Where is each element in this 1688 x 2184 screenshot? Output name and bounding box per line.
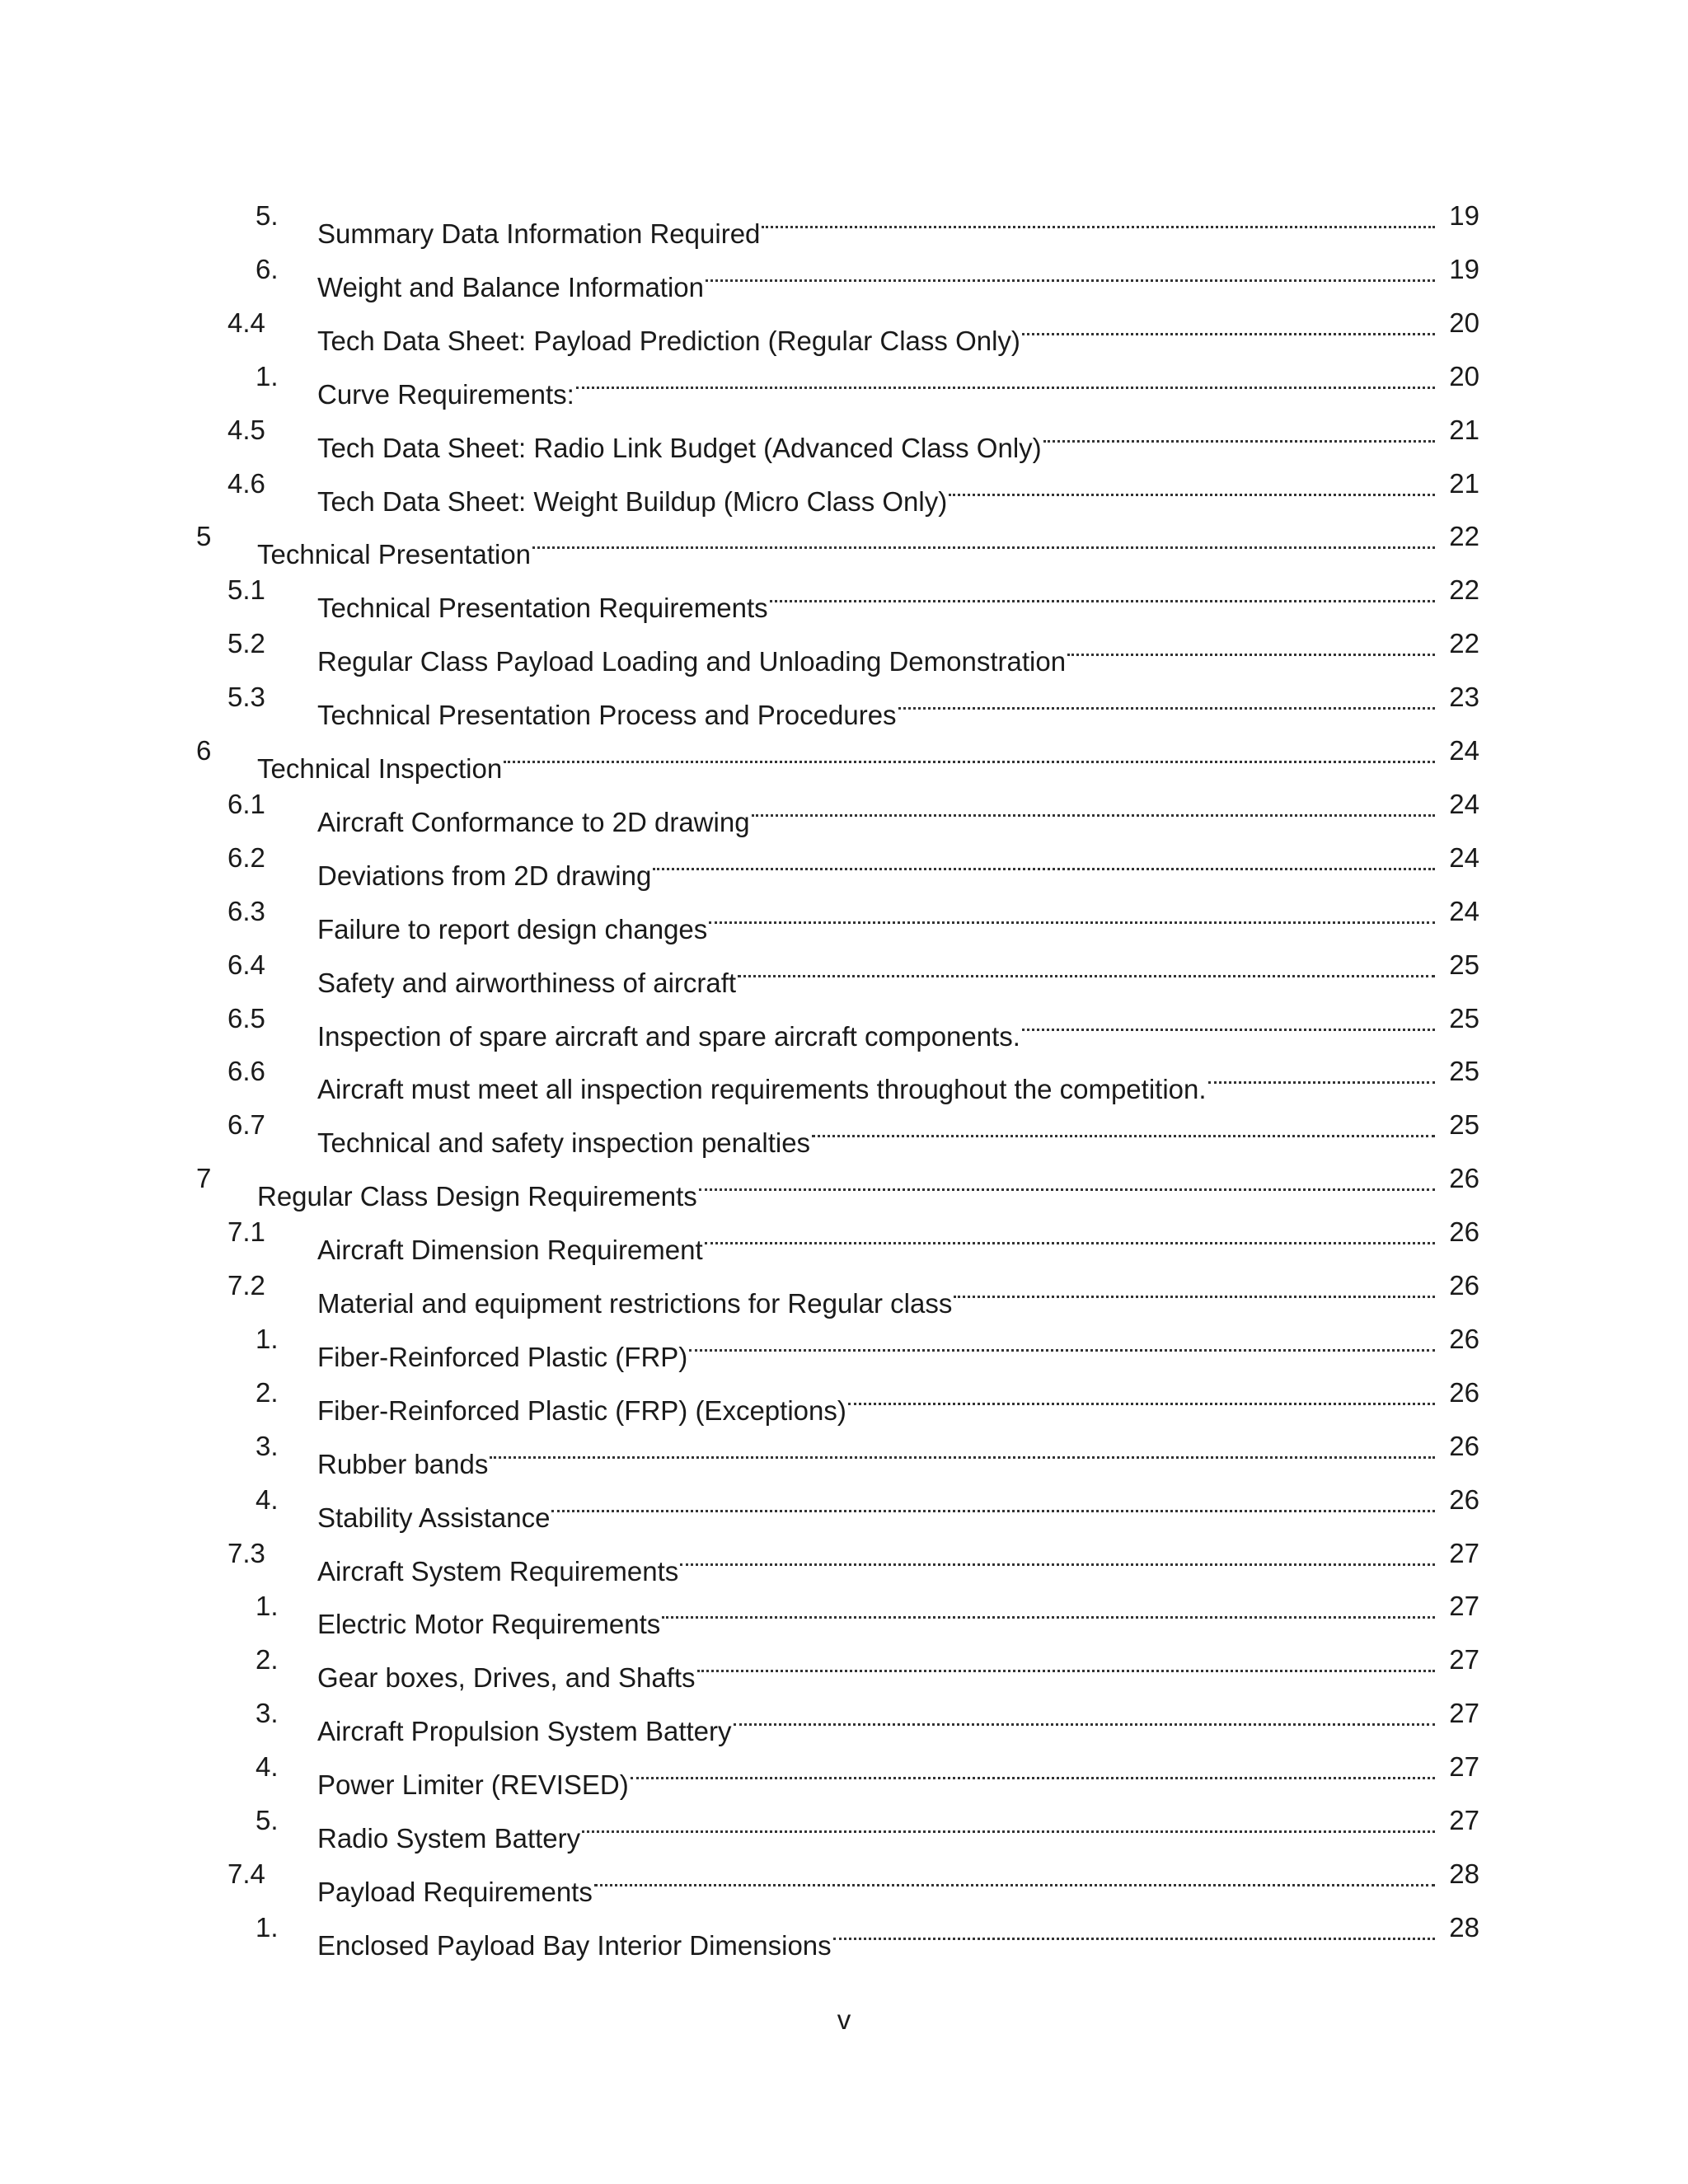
- toc-entry-title: Safety and airworthiness of aircraft: [317, 968, 737, 998]
- toc-entry-page-number: 22: [1449, 628, 1479, 658]
- toc-entry[interactable]: [0, 1044, 1688, 1104]
- toc-dot-leader: [949, 457, 1435, 511]
- toc-entry-page-number: 20: [1449, 307, 1479, 338]
- toc-dot-leader: [954, 1258, 1435, 1313]
- toc-entry[interactable]: [0, 1740, 1688, 1800]
- toc-entry-page-number: 27: [1449, 1538, 1479, 1568]
- toc-entry-number: 2.: [256, 1644, 279, 1675]
- toc-entry[interactable]: [0, 1847, 1688, 1907]
- toc-dot-leader: [734, 1686, 1435, 1741]
- toc-entry-title: Aircraft Propulsion System Battery: [317, 1716, 732, 1746]
- toc-entry-number: 7.2: [227, 1270, 265, 1301]
- toc-entry-title: Inspection of spare aircraft and spare aircraft components.: [317, 1021, 1020, 1052]
- toc-entry[interactable]: [0, 1205, 1688, 1265]
- toc-entry[interactable]: [0, 242, 1688, 302]
- toc-entry-page-number: 26: [1449, 1270, 1479, 1301]
- toc-entry-title: Technical Presentation: [257, 539, 532, 569]
- toc-dot-leader: [833, 1900, 1435, 1955]
- toc-entry-page-number: 25: [1449, 1056, 1479, 1086]
- toc-entry-page-number: 26: [1449, 1377, 1479, 1408]
- toc-entry-number: 7: [196, 1163, 212, 1193]
- toc-entry-title: Tech Data Sheet: Radio Link Budget (Advanced Class Only): [317, 433, 1042, 463]
- toc-entry-number: 3.: [256, 1698, 279, 1728]
- toc-entry-page-number: 27: [1449, 1591, 1479, 1621]
- toc-entry-title: Aircraft Dimension Requirement: [317, 1235, 703, 1265]
- toc-entry-page-number: 25: [1449, 949, 1479, 980]
- toc-entry-title: Electric Motor Requirements: [317, 1609, 661, 1639]
- toc-dot-leader: [709, 884, 1435, 939]
- toc-dot-leader: [582, 1793, 1435, 1848]
- toc-entry[interactable]: [0, 1473, 1688, 1533]
- toc-entry-number: 6.: [256, 254, 279, 284]
- toc-dot-leader: [752, 777, 1435, 832]
- toc-entry-page-number: 28: [1449, 1858, 1479, 1889]
- toc-entry-title: Radio System Battery: [317, 1823, 581, 1854]
- toc-entry-number: 7.1: [227, 1216, 265, 1247]
- toc-entry-title: Gear boxes, Drives, and Shafts: [317, 1662, 696, 1693]
- toc-entry[interactable]: [0, 1312, 1688, 1372]
- toc-entry[interactable]: [0, 724, 1688, 784]
- toc-entry-number: 6.6: [227, 1056, 265, 1086]
- toc-entry-number: 4.6: [227, 468, 265, 499]
- toc-entry-page-number: 19: [1449, 200, 1479, 231]
- toc-entry[interactable]: [0, 1098, 1688, 1158]
- toc-entry-number: 4.4: [227, 307, 265, 338]
- toc-dot-leader: [738, 938, 1435, 992]
- toc-entry-number: 1.: [256, 1912, 279, 1943]
- toc-entry[interactable]: [0, 884, 1688, 944]
- toc-entry[interactable]: [0, 457, 1688, 517]
- toc-entry[interactable]: [0, 1258, 1688, 1319]
- toc-dot-leader: [1208, 1044, 1435, 1099]
- toc-dot-leader: [848, 1366, 1435, 1420]
- toc-entry[interactable]: [0, 563, 1688, 623]
- toc-entry-page-number: 24: [1449, 842, 1479, 873]
- toc-entry[interactable]: [0, 1793, 1688, 1854]
- toc-entry-number: 3.: [256, 1431, 279, 1461]
- toc-dot-leader: [812, 1098, 1435, 1152]
- toc-entry-title: Power Limiter (REVISED): [317, 1769, 629, 1800]
- toc-entry-number: 6.2: [227, 842, 265, 873]
- toc-entry-title: Curve Requirements:: [317, 379, 574, 410]
- toc-entry-page-number: 24: [1449, 896, 1479, 926]
- page-number: v: [837, 2004, 851, 2035]
- toc-entry-title: Tech Data Sheet: Weight Buildup (Micro Class Only): [317, 486, 948, 517]
- toc-entry-title: Payload Requirements: [317, 1877, 593, 1907]
- toc-entry-page-number: 22: [1449, 521, 1479, 551]
- toc-entry-page-number: 27: [1449, 1644, 1479, 1675]
- toc-entry-page-number: 26: [1449, 1163, 1479, 1193]
- toc-entry-title: Summary Data Information Required: [317, 218, 761, 249]
- toc-entry-title: Deviations from 2D drawing: [317, 860, 652, 891]
- toc-entry-number: 5.3: [227, 682, 265, 712]
- toc-dot-leader: [898, 670, 1435, 724]
- toc-dot-leader: [1022, 296, 1435, 350]
- toc-entry-title: Fiber-Reinforced Plastic (FRP): [317, 1342, 688, 1372]
- toc-entry[interactable]: [0, 1419, 1688, 1479]
- toc-dot-leader: [594, 1847, 1435, 1901]
- toc-entry-page-number: 26: [1449, 1216, 1479, 1247]
- toc-entry-number: 6.3: [227, 896, 265, 926]
- toc-entry-number: 4.: [256, 1484, 279, 1515]
- toc-entry-page-number: 21: [1449, 415, 1479, 445]
- toc-entry-number: 5.1: [227, 574, 265, 605]
- toc-dot-leader: [1067, 616, 1435, 671]
- toc-entry-page-number: 27: [1449, 1805, 1479, 1835]
- toc-entry[interactable]: [0, 509, 1688, 569]
- toc-entry-number: 7.3: [227, 1538, 265, 1568]
- toc-entry-title: Aircraft Conformance to 2D drawing: [317, 807, 750, 837]
- toc-dot-leader: [770, 563, 1435, 617]
- toc-entry-number: 1.: [256, 1591, 279, 1621]
- toc-entry-title: Technical and safety inspection penalties: [317, 1127, 811, 1158]
- toc-entry-page-number: 19: [1449, 254, 1479, 284]
- toc-entry-number: 2.: [256, 1377, 279, 1408]
- toc-dot-leader: [689, 1312, 1435, 1366]
- toc-entry-title: Regular Class Design Requirements: [257, 1181, 697, 1212]
- toc-entry-title: Fiber-Reinforced Plastic (FRP) (Exceptions): [317, 1395, 846, 1426]
- toc-dot-leader: [532, 509, 1435, 564]
- toc-entry[interactable]: [0, 938, 1688, 998]
- toc-entry-page-number: 28: [1449, 1912, 1479, 1943]
- toc-dot-leader: [662, 1579, 1435, 1633]
- toc-entry-page-number: 20: [1449, 361, 1479, 391]
- toc-dot-leader: [699, 1151, 1435, 1206]
- toc-entry-page-number: 27: [1449, 1698, 1479, 1728]
- toc-entry[interactable]: [0, 1900, 1688, 1961]
- toc-dot-leader: [490, 1419, 1435, 1474]
- toc-entry-title: Regular Class Payload Loading and Unloading Demonstration: [317, 646, 1067, 677]
- toc-entry-page-number: 26: [1449, 1324, 1479, 1354]
- toc-entry-title: Technical Presentation Process and Procedures: [317, 700, 897, 730]
- toc-entry[interactable]: [0, 1526, 1688, 1586]
- toc-entry[interactable]: [0, 670, 1688, 730]
- toc-entry-number: 6: [196, 735, 212, 766]
- toc-entry-number: 4.: [256, 1751, 279, 1782]
- toc-dot-leader: [680, 1526, 1435, 1581]
- toc-dot-leader: [631, 1740, 1435, 1794]
- toc-entry-title: Technical Inspection: [257, 753, 503, 784]
- toc-dot-leader: [697, 1633, 1435, 1687]
- toc-entry-page-number: 25: [1449, 1003, 1479, 1033]
- toc-entry[interactable]: [0, 831, 1688, 891]
- toc-entry-page-number: 21: [1449, 468, 1479, 499]
- toc-entry-number: 6.1: [227, 789, 265, 819]
- toc-entry-number: 1.: [256, 1324, 279, 1354]
- toc-dot-leader: [576, 349, 1435, 404]
- toc-entry-title: Failure to report design changes: [317, 914, 708, 944]
- toc-dot-leader: [1043, 403, 1435, 457]
- toc-entry[interactable]: [0, 1686, 1688, 1746]
- toc-entry[interactable]: [0, 189, 1688, 249]
- toc-entry-title-line: [317, 1900, 1435, 1973]
- toc-entry[interactable]: [0, 991, 1688, 1052]
- toc-dot-leader: [705, 1205, 1435, 1259]
- toc-entry-title: Enclosed Payload Bay Interior Dimensions: [317, 1930, 832, 1961]
- toc-entry-title: Tech Data Sheet: Payload Prediction (Regular Class Only): [317, 326, 1020, 356]
- toc-dot-leader: [706, 242, 1435, 297]
- toc-entry-page-number: 26: [1449, 1431, 1479, 1461]
- toc-entry[interactable]: [0, 1579, 1688, 1639]
- toc-entry[interactable]: [0, 1633, 1688, 1693]
- toc-dot-leader: [551, 1473, 1435, 1527]
- toc-entry-number: 7.4: [227, 1858, 265, 1889]
- toc-entry-title: Technical Presentation Requirements: [317, 593, 768, 623]
- toc-entry[interactable]: [0, 296, 1688, 356]
- toc-entry-number: 6.5: [227, 1003, 265, 1033]
- toc-entry-title: Material and equipment restrictions for Regular class: [317, 1288, 953, 1319]
- toc-entry-title: Aircraft System Requirements: [317, 1556, 679, 1586]
- toc-entry-page-number: 23: [1449, 682, 1479, 712]
- toc-entry-number: 5: [196, 521, 212, 551]
- toc-entry-title: Stability Assistance: [317, 1502, 551, 1533]
- toc-entry[interactable]: [0, 777, 1688, 837]
- toc-entry-page-number: 24: [1449, 735, 1479, 766]
- toc-entry-title: Rubber bands: [317, 1449, 489, 1479]
- toc-entry-number: 5.: [256, 200, 279, 231]
- toc-entry-number: 6.4: [227, 949, 265, 980]
- toc-entry-title: Weight and Balance Information: [317, 272, 705, 302]
- toc-entry-number: 6.7: [227, 1109, 265, 1140]
- toc-entry-page-number: 24: [1449, 789, 1479, 819]
- toc-dot-leader: [653, 831, 1435, 885]
- toc-entry-page-number: 22: [1449, 574, 1479, 605]
- toc-dot-leader: [504, 724, 1435, 778]
- toc-entry[interactable]: [0, 1366, 1688, 1426]
- toc-entry-page-number: 26: [1449, 1484, 1479, 1515]
- toc-entry[interactable]: [0, 349, 1688, 410]
- toc-entry-page-number: 25: [1449, 1109, 1479, 1140]
- toc-entry-number: 5.2: [227, 628, 265, 658]
- toc-entry-title: Aircraft must meet all inspection requirements throughout the competition.: [317, 1074, 1207, 1104]
- toc-entry-number: 4.5: [227, 415, 265, 445]
- toc-entry[interactable]: [0, 1151, 1688, 1212]
- toc-dot-leader: [762, 189, 1435, 243]
- toc-entry-number: 5.: [256, 1805, 279, 1835]
- toc-entry-page-number: 27: [1449, 1751, 1479, 1782]
- toc-entry[interactable]: [0, 403, 1688, 463]
- toc-dot-leader: [1022, 991, 1435, 1046]
- toc-entry[interactable]: [0, 616, 1688, 677]
- toc-entry-number: 1.: [256, 361, 279, 391]
